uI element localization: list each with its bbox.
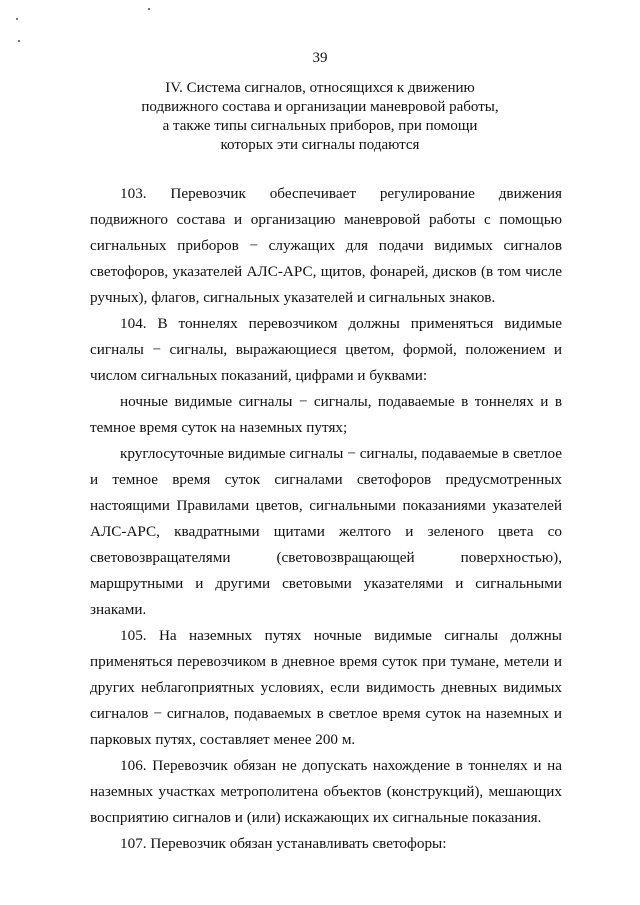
paragraph-round-the-clock-signals: круглосуточные видимые сигналы − сигналы, подаваемые в светлое и темное время суток сигналами светофоров предусмотренных настоящими Правилами цветов, сигнальными показаниями указателей АЛС-АРС, квадратными щитами желтого и зеленого цвета со световозвращателями (световозвращающей поверхностью), маршрутными и другими световыми указателями и сигнальными знаками. — [90, 445, 562, 618]
paragraph-106: 106. Перевозчик обязан не допускать нахождение в тоннелях и на наземных участках метрополитена объектов (конструкций), мешающих восприятию сигналов и (или) искажающих их сигнальные показания. — [90, 757, 562, 826]
scan-speck — [18, 40, 20, 42]
heading-line: а также типы сигнальных приборов, при помощи — [162, 118, 478, 134]
paragraph-103: 103. Перевозчик обеспечивает регулирование движения подвижного состава и организацию маневровой работы с помощью сигнальных приборов − служащих для подачи видимых сигналов светофоров, указателей АЛС-АРС, щитов, фонарей, дисков (в том числе ручных), флагов, сигнальных указателей и сигнальных знаков. — [90, 185, 562, 306]
paragraph-night-signals: ночные видимые сигналы − сигналы, подаваемые в тоннелях и в темное время суток на наземных путях; — [90, 393, 562, 436]
page-number: 39 — [312, 50, 328, 66]
scan-speck — [148, 8, 150, 10]
paragraph-105: 105. На наземных путях ночные видимые сигналы должны применяться перевозчиком в дневное время суток при тумане, метели и других неблагоприятных условиях, если видимость дневных видимых сигналов − сигналов, подаваемых в светлое время суток на наземных и парковых путях, составляет менее 200 м. — [90, 627, 562, 748]
heading-line: подвижного состава и организации маневровой работы, — [141, 99, 499, 115]
paragraph-107: 107. Перевозчик обязан устанавливать светофоры: — [120, 835, 447, 852]
paragraph-104: 104. В тоннелях перевозчиком должны применяться видимые сигналы − сигналы, выражающиеся цветом, формой, положением и числом сигнальных показаний, цифрами и буквами: — [90, 315, 562, 384]
heading-line: IV. Система сигналов, относящихся к движению — [165, 80, 475, 96]
scan-speck — [16, 18, 18, 20]
heading-line: которых эти сигналы подаются — [220, 137, 420, 153]
section-heading — [120, 79, 520, 155]
document-body — [90, 181, 562, 857]
